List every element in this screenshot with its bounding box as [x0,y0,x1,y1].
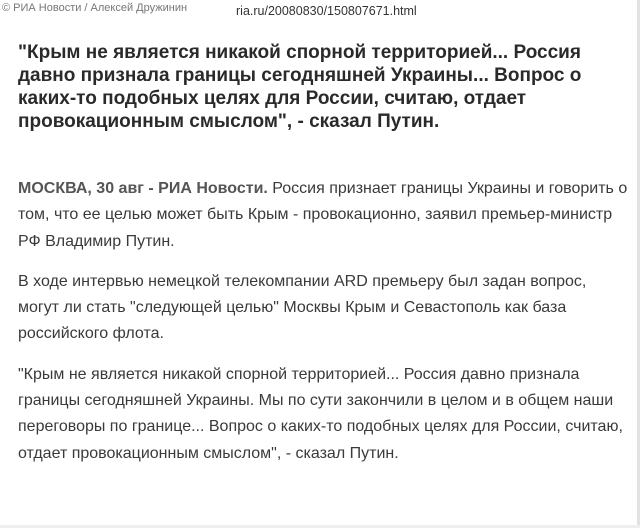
article-paragraph: "Крым не является никакой спорной территорией... Россия давно признала границы сегодняшней Украины. Мы по сути закончили в целом и в общем наши переговоры по границе... Вопрос о каких-то подобных целях для России, считаю, отдает провокационным смыслом", - сказал Путин. [18,365,623,462]
article-body [18,176,630,481]
source-url[interactable]: ria.ru/20080830/150807671.html [236,4,417,18]
photo-caption-bar [0,0,640,24]
dateline: МОСКВА, 30 авг - РИА Новости. [18,180,268,197]
article-headline: "Крым не является никакой спорной территорией... Россия давно признала границы сегодняшней Украины... Вопрос о каких-то подобных целях для России, считаю, отдает провокационным смыслом", - сказал Путин. [18,42,582,132]
article-paragraph: В ходе интервью немецкой телекомпании ARD премьеру был задан вопрос, могут ли стать "следующей целью" Москвы Крым и Севастополь как база российского флота. [18,272,587,343]
photo-credit: © РИА Новости / Алексей Дружинин [2,2,188,14]
article-paragraph [18,176,630,255]
paragraph-text: Россия признает границы Украины и говорить о том, что ее целью может быть Крым - провокационно, заявил премьер-министр РФ Владимир Путин. [18,180,628,250]
